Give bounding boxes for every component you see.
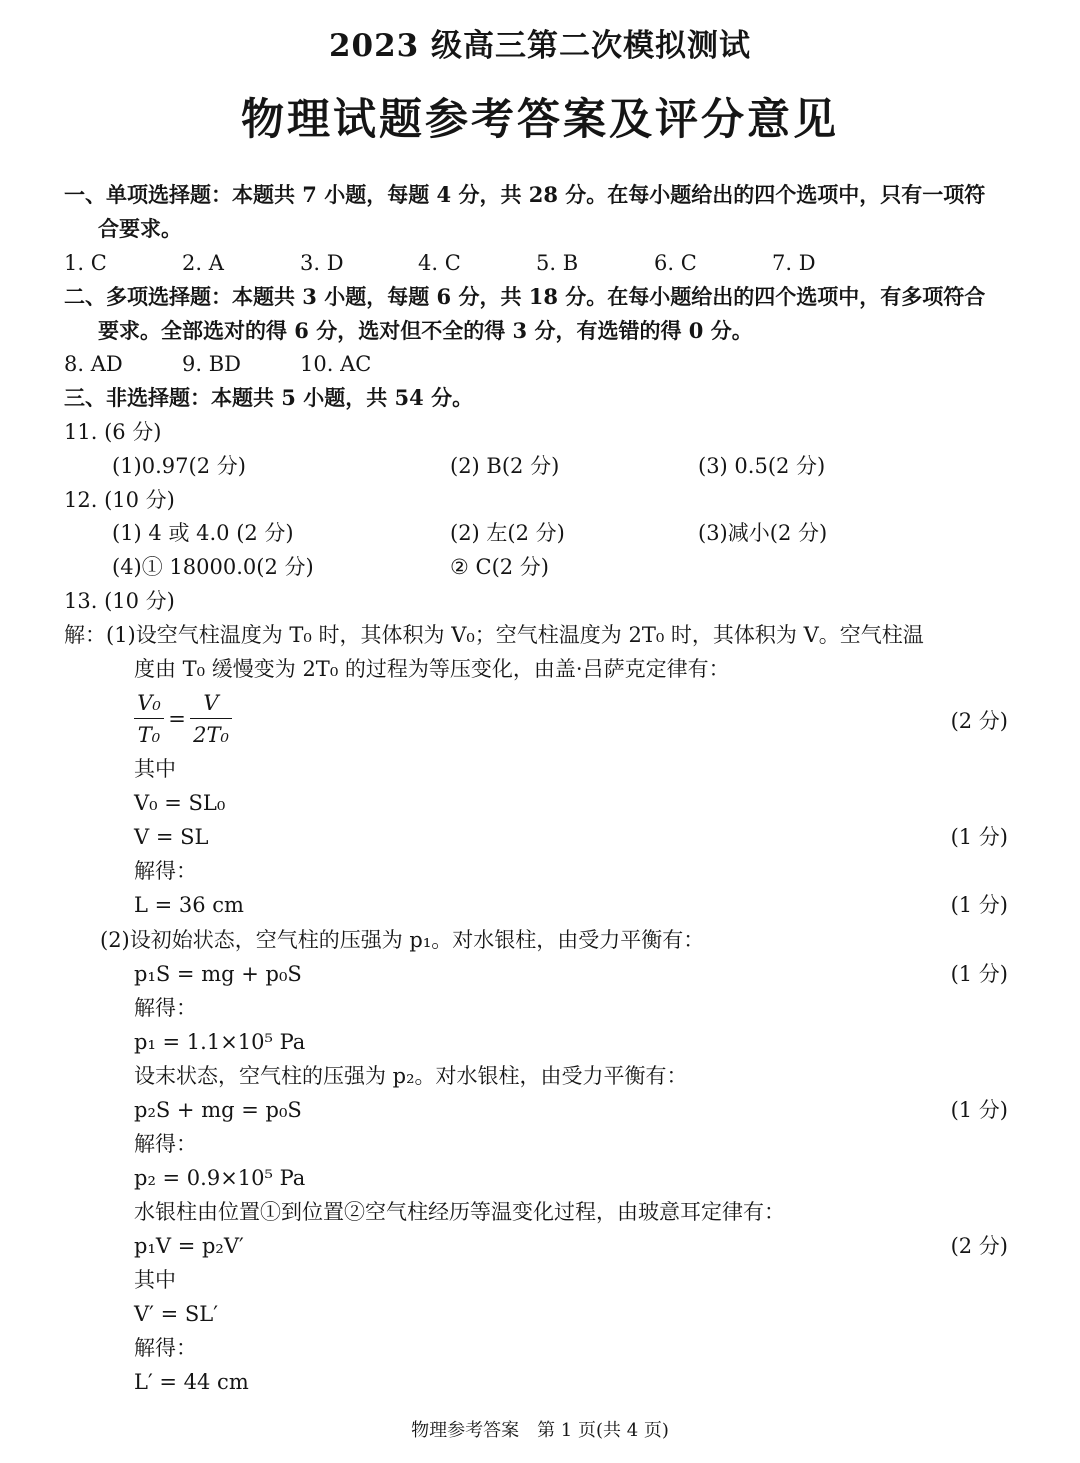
q11-part1: (1)0.97(2 分): [112, 454, 246, 478]
fraction-bar-left: [134, 718, 164, 719]
q12-part4-2: ② C(2 分): [450, 555, 549, 579]
score-result-L: (1 分): [950, 893, 1008, 917]
equation-boyle: p₁V = p₂V′: [134, 1234, 244, 1258]
section2-heading-line1: 二、多项选择题：本题共 3 小题，每题 6 分，共 18 分。在每小题给出的四个选项中，有多项符合: [64, 284, 986, 309]
q13-title: 13. (10 分): [64, 589, 175, 613]
fraction-numerator-right: V: [203, 691, 219, 715]
answer-7: 7. D: [772, 251, 816, 275]
score-boyle: (2 分): [950, 1234, 1008, 1258]
q11-part3: (3) 0.5(2 分): [698, 454, 826, 478]
exam-title: 2023 级高三第二次模拟测试: [328, 28, 752, 64]
section2-heading-line2: 要求。全部选对的得 6 分，选对但不全的得 3 分，有选错的得 0 分。: [98, 318, 753, 343]
label-qizhong-2: 其中: [134, 1268, 176, 1292]
label-qizhong-1: 其中: [134, 757, 176, 781]
label-jiede-1: 解得：: [134, 859, 197, 883]
q11-title: 11. (6 分): [64, 420, 162, 444]
answer-8: 8. AD: [64, 352, 123, 376]
equation-p2S: p₂S + mg = p₀S: [134, 1098, 302, 1122]
section3-heading: 三、非选择题：本题共 5 小题，共 54 分。: [64, 385, 474, 410]
answer-10: 10. AC: [300, 352, 372, 376]
equals-sign: =: [168, 707, 186, 731]
document-title: 物理试题参考答案及评分意见: [241, 95, 839, 145]
page-footer: 物理参考答案 第 1 页(共 4 页): [411, 1420, 669, 1441]
equation-v0: V₀ = SL₀: [134, 791, 226, 815]
q12-part2: (2) 左(2 分): [450, 521, 565, 545]
q12-part3: (3)减小(2 分): [698, 521, 828, 545]
fraction-numerator-left: V₀: [137, 691, 161, 715]
label-jiede-4: 解得：: [134, 1336, 197, 1360]
answer-1: 1. C: [64, 251, 107, 275]
answer-2: 2. A: [182, 251, 224, 275]
fraction-denominator-left: T₀: [137, 723, 161, 747]
result-L: L = 36 cm: [134, 893, 244, 917]
boyle-law-intro: 水银柱由位置①到位置②空气柱经历等温变化过程，由玻意耳定律有：: [134, 1200, 785, 1224]
answer-5: 5. B: [536, 251, 579, 275]
q13-solution-line1: 解：(1)设空气柱温度为 T₀ 时，其体积为 V₀；空气柱温度为 2T₀ 时，其体积为 V。空气柱温: [64, 623, 924, 647]
label-jiede-3: 解得：: [134, 1132, 197, 1156]
equation-vprime: V′ = SL′: [134, 1302, 218, 1326]
section1-heading-line1: 一、单项选择题：本题共 7 小题，每题 4 分，共 28 分。在每小题给出的四个选项中，只有一项符: [64, 182, 986, 207]
score-volume: (1 分): [950, 825, 1008, 849]
result-p1: p₁ = 1.1×10⁵ Pa: [134, 1030, 306, 1054]
result-p2: p₂ = 0.9×10⁵ Pa: [134, 1166, 306, 1190]
equation-v: V = SL: [134, 825, 209, 849]
answer-3: 3. D: [300, 251, 344, 275]
answer-4: 4. C: [418, 251, 461, 275]
equation-p1S: p₁S = mg + p₀S: [134, 962, 302, 986]
answer-6: 6. C: [654, 251, 697, 275]
q11-part2: (2) B(2 分): [450, 454, 560, 478]
part2-intro: (2)设初始状态，空气柱的压强为 p₁。对水银柱，由受力平衡有：: [100, 928, 705, 952]
fraction-denominator-right: 2T₀: [193, 723, 229, 747]
q12-title: 12. (10 分): [64, 488, 175, 512]
score-p1S: (1 分): [950, 962, 1008, 986]
result-Lprime: L′ = 44 cm: [134, 1370, 249, 1394]
charles-law-equation: [134, 690, 234, 750]
q13-solution-line2: 度由 T₀ 缓慢变为 2T₀ 的过程为等压变化，由盖·吕萨克定律有：: [134, 657, 730, 681]
fraction-bar-right: [190, 718, 232, 719]
section1-heading-line2: 合要求。: [98, 216, 182, 241]
q12-part1: (1) 4 或 4.0 (2 分): [112, 521, 294, 545]
label-jiede-2: 解得：: [134, 996, 197, 1020]
score-p2S: (1 分): [950, 1098, 1008, 1122]
q12-part4-1: (4)① 18000.0(2 分): [112, 555, 314, 579]
score-charles-law: (2 分): [950, 709, 1008, 733]
end-state-intro: 设末状态，空气柱的压强为 p₂。对水银柱，由受力平衡有：: [134, 1064, 688, 1088]
answer-9: 9. BD: [182, 352, 241, 376]
